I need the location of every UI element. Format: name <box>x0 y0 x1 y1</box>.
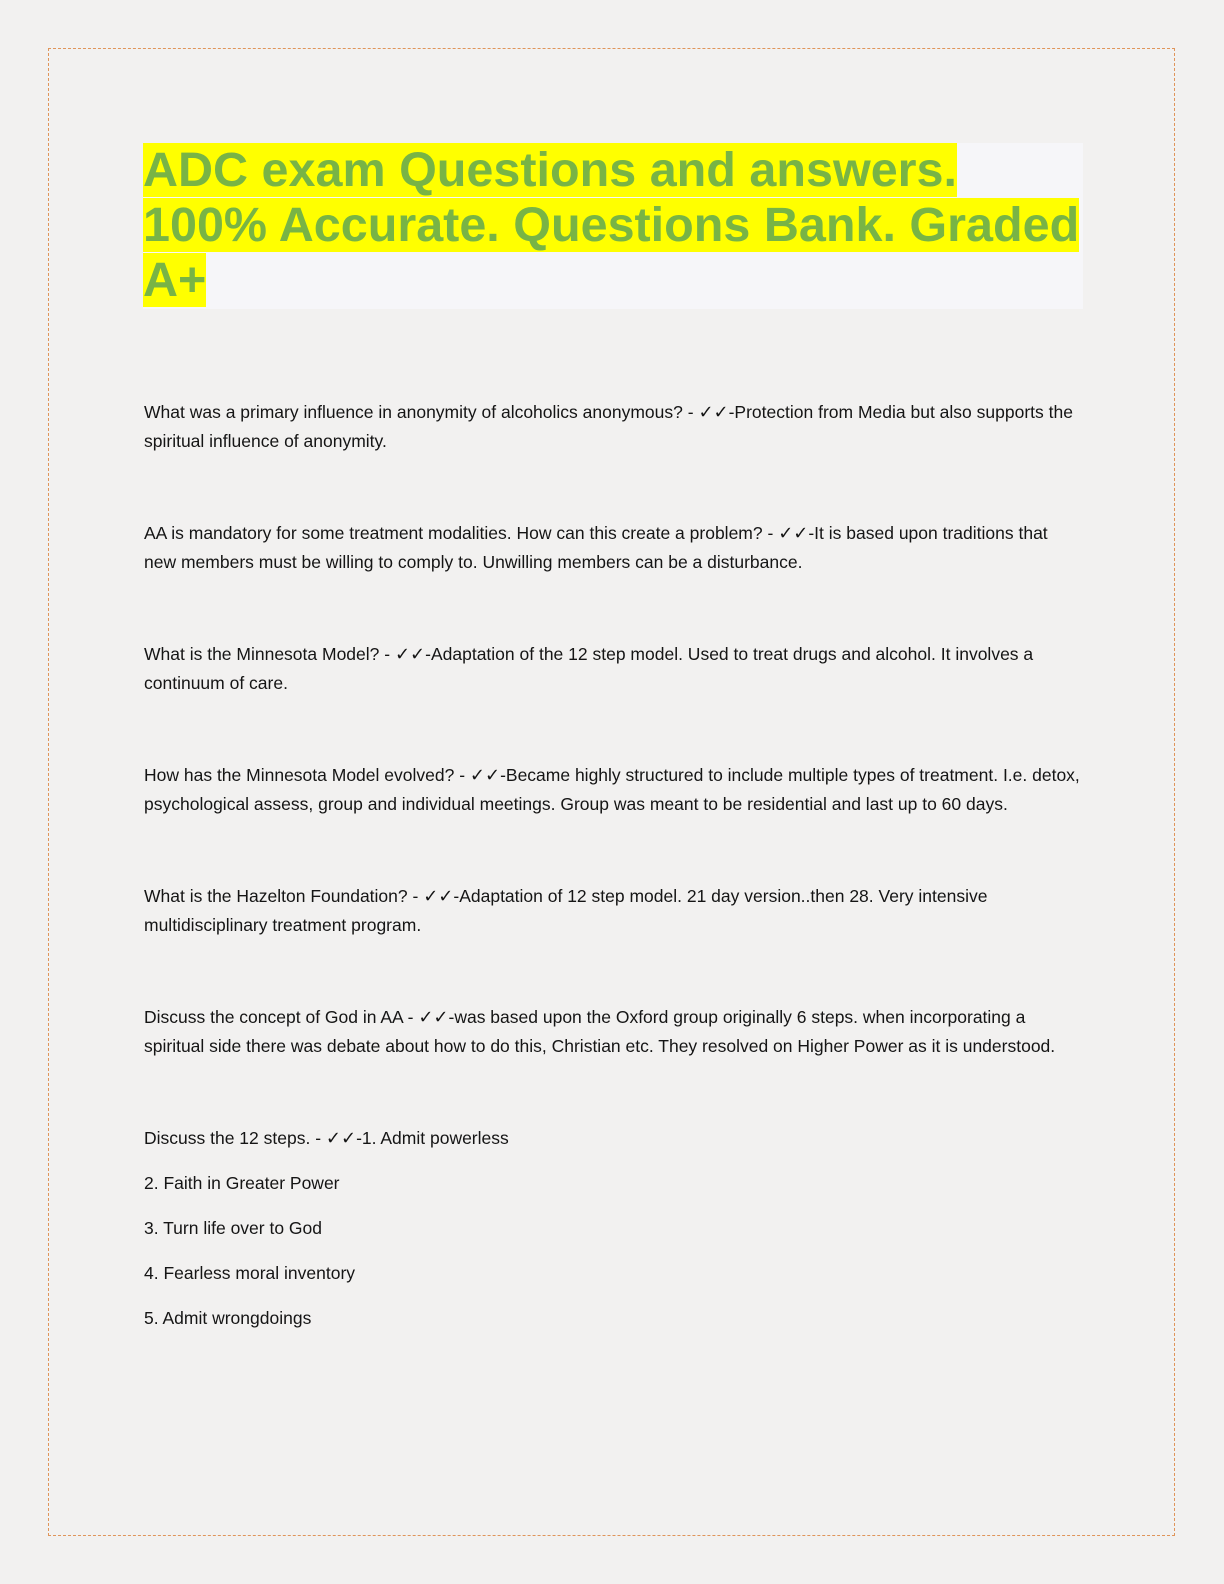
step-item: 4. Fearless moral inventory <box>144 1263 356 1283</box>
question: What is the Minnesota Model? <box>144 644 380 664</box>
question: AA is mandatory for some treatment modalities. How can this create a problem? <box>144 523 763 543</box>
question: Discuss the 12 steps. <box>144 1128 311 1148</box>
double-check-icon: ✓✓ <box>325 1128 357 1149</box>
answer: -was based upon the Oxford group originally 6 steps. when incorporating a spiritual side there was debate about how to do this, Christian etc. They resolved on Higher Power as it is understood. <box>144 1007 1056 1056</box>
answer: -Adaptation of 12 step model. 21 day version..then 28. Very intensive multidisciplinary treatment program. <box>144 886 988 935</box>
qa-item-3: What is the Minnesota Model? - ✓✓-Adaptation of the 12 step model. Used to treat drugs and alcohol. It involves a continuum of care. <box>144 644 1034 693</box>
double-check-icon: ✓✓ <box>418 1007 449 1028</box>
answer: -Adaptation of the 12 step model. Used to treat drugs and alcohol. It involves a continuum of care. <box>144 644 1034 693</box>
qa-item-2: AA is mandatory for some treatment modalities. How can this create a problem? - ✓✓-It is based upon traditions that new members must be willing to comply to. Unwilling members can be a disturbance. <box>144 523 1048 572</box>
qa-item-4: How has the Minnesota Model evolved? - ✓✓-Became highly structured to include multiple types of treatment. I.e. detox, psychological assess, group and individual meetings. Group was meant to be residential and last up to 60 days. <box>144 765 1080 814</box>
step-item: 5. Admit wrongdoings <box>144 1308 312 1328</box>
qa-content <box>144 398 1084 1349</box>
double-check-icon: ✓✓ <box>469 765 501 786</box>
double-check-icon: ✓✓ <box>394 644 426 665</box>
qa-item-steps <box>144 1124 1084 1333</box>
qa-item-5: What is the Hazelton Foundation? - ✓✓-Adaptation of 12 step model. 21 day version..then 28. Very intensive multidisciplinary treatment program. <box>144 886 988 935</box>
document-title <box>143 143 1083 308</box>
double-check-icon: ✓✓ <box>423 886 454 907</box>
document-title-text: ADC exam Questions and answers. 100% Accurate. Questions Bank. Graded A+ <box>143 143 1080 307</box>
qa-item-1: What was a primary influence in anonymity of alcoholics anonymous? - ✓✓-Protection from Media but also supports the spiritual influence of anonymity. <box>144 402 1073 451</box>
answer: -1. Admit powerless <box>356 1128 509 1148</box>
qa-item-6: Discuss the concept of God in AA - ✓✓-was based upon the Oxford group originally 6 steps. when incorporating a spiritual side there was debate about how to do this, Christian etc. They resolved on Higher Power as it is understood. <box>144 1007 1056 1056</box>
answer: -It is based upon traditions that new members must be willing to comply to. Unwilling members can be a disturbance. <box>144 523 1048 572</box>
title-block <box>143 143 1083 309</box>
answer: -Protection from Media but also supports the spiritual influence of anonymity. <box>144 402 1073 451</box>
question: Discuss the concept of God in AA <box>144 1007 403 1027</box>
double-check-icon: ✓✓ <box>778 523 809 544</box>
step-item: 3. Turn life over to God <box>144 1218 323 1238</box>
question: What is the Hazelton Foundation? <box>144 886 408 906</box>
answer: -Became highly structured to include multiple types of treatment. I.e. detox, psychological assess, group and individual meetings. Group was meant to be residential and last up to 60 days. <box>144 765 1080 814</box>
question: How has the Minnesota Model evolved? <box>144 765 455 785</box>
steps-question-line: Discuss the 12 steps. - ✓✓-1. Admit powerless <box>144 1128 509 1149</box>
step-item: 2. Faith in Greater Power <box>144 1173 340 1193</box>
double-check-icon: ✓✓ <box>698 402 729 423</box>
question: What was a primary influence in anonymity of alcoholics anonymous? <box>144 402 683 422</box>
